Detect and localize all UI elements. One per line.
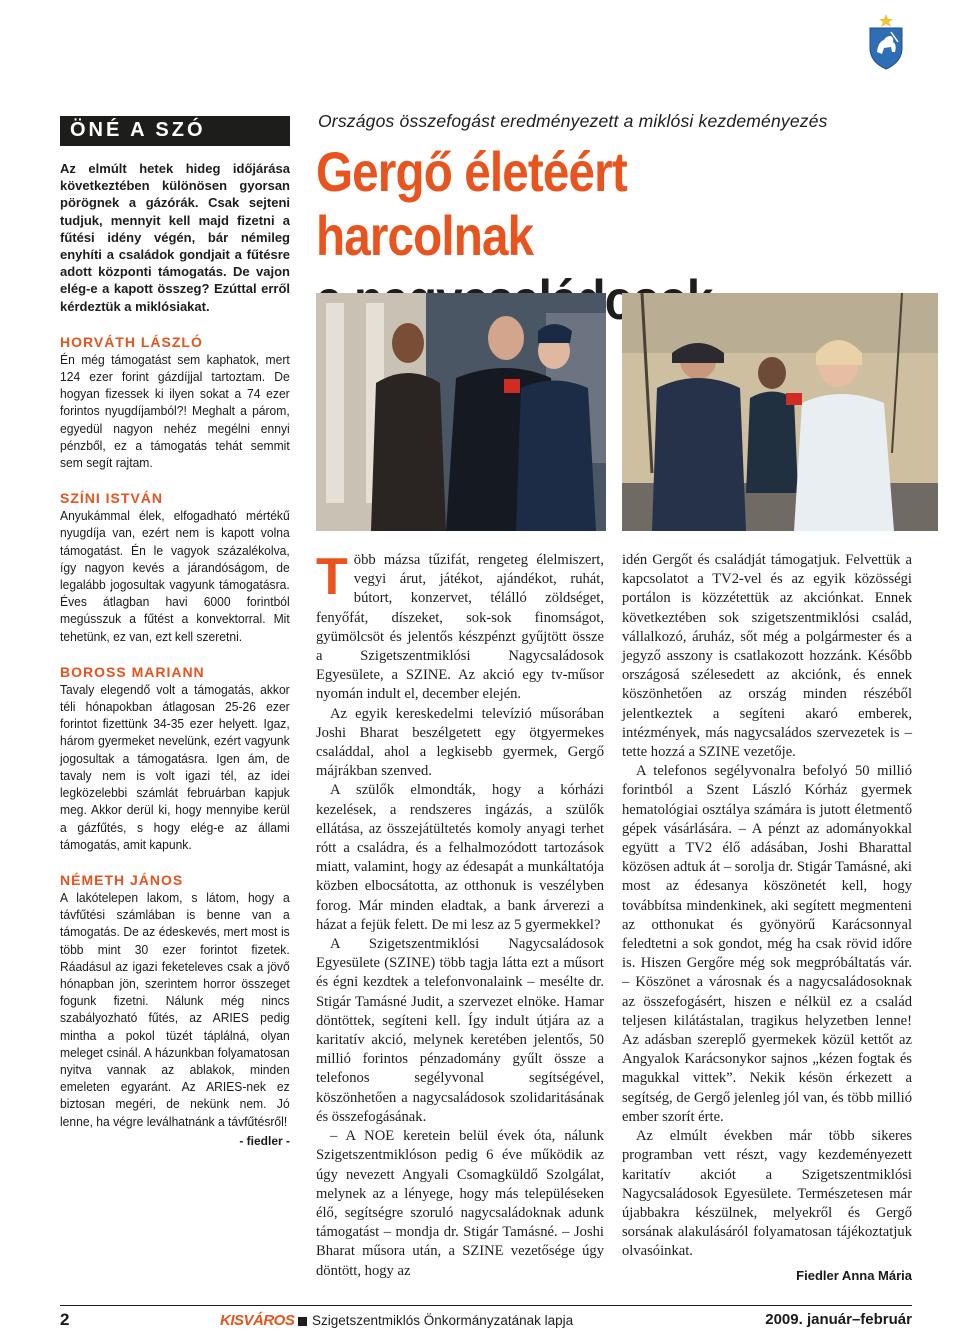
sidebar-interviews xyxy=(60,116,290,1148)
article-paragraph: Az elmúlt években már több sikeres programban vett részt, vagy kezdeményezett karitatív akciót a Szigetszentmiklósi Nagycsaládosok Egyesülete. Természetesen már újabbakra készülnek, melyekről és Gergő sorsának alakulásáról folyamatosan tájékoztatjuk olvasóinkat. xyxy=(622,1128,912,1260)
interview-nemeth xyxy=(60,871,290,1130)
publication-name: Szigetszentmiklós Önkormányzatának lapja xyxy=(312,1313,574,1328)
article-paragraph: A telefonos segélyvonalra befolyó 50 millió forintból a Szent László Kórház gyermek hematológiai osztálya számára is jutott életmentő gépek vásárlására. – A pénzt az adományokkal együtt a TV2 élő adásában, Joshi Bharattal közösen adtuk át – sorolja dr. Stigár Tamásné, aki most az édesanya köszönetét kell, hogy továbbítsa mindenkinek, aki segített megmenteni az otthonukat és gyönyörű Karácsonnyal feledtetni a sok gondot, még ha csak rövid időre is. Hiszen Gergőre még sok megpróbáltatás vár. – Köszönet a városnak és a nagycsaládosoknak az összefogásért, hiszen e nélkül ez a család teljesen kilátástalan, tragikus helyzetben lenne! Az adásban szereplő gyermekek közül kettőt az Angyalok Karácsonykor sajnos „kézen fogtak és magukkal vittek”. Nekik késön érkezett a segítség, de Gergő jelenleg jól van, és több millió ember szorít érte. xyxy=(622,763,912,1125)
interviewee-quote: Tavaly elegendő volt a támogatás, akkor téli hónapokban átlagosan 25-26 ezer forintot fizettünk 34-35 ezer helyett. Igaz, három gyermeket nevelünk, ezért vagyunk jogosultak a támogatásra. Igen ám, de tavaly nem is volt igazi tél, az idei legközelebbi számlát februárban kapjuk meg. Akkor derül ki, hogy mennyibe kerül a gázfűtés, s hogy elég-e az állami támogatás, amit kapunk. xyxy=(60,681,290,852)
page-number: 2 xyxy=(60,1310,70,1329)
article-paragraph: idén Gergőt és családját támogatjuk. Felvettük a kapcsolatot a TV2-vel és az egyik közösségi portálon is közzétettük az akciónkat. Ennek következtében sok szigetszentmiklósi család, vállalkozó, áruház, sőt még a polgármester és a jegyző asszony is csatlakozott hozzánk. Később országosá szélesedett az akciónk, és ennek köszönhetően az ország minden részéből jelentkeztek a segíteni akaró emberek, intézmények, más nagycsaládos szervezetek is – tette hozzá a SZINE vezetője. xyxy=(622,552,912,761)
interviewee-quote: Én még támogatást sem kaphatok, mert 124 ezer forint gázdíjjal tartoztam. De hogyan fizessek ki ilyen sokat a 74 ezer forintos nyugdíjamból?! Meghalt a párom, egyedül nagyon nehéz megélni ennyi pénzből, ez a támogatás tehát semmit sem segít rajtam. xyxy=(60,351,290,471)
interviewee-name: NÉMETH JÁNOS xyxy=(60,871,184,888)
page-footer xyxy=(60,1305,912,1329)
article-paragraph: A szülők elmondták, hogy a kórházi kezelések, a rendszeres ingázás, a szülők ellátása, az összejátültetés komoly anyagi terhet rótt a családra, és a felhalmozódott tartozások miatt, valamint, hogy az édesapát a munkáltatója közben elbocsátotta, az otthonuk is veszélyben forog. Már minden eladtak, a bank árverezi a házat a fejük felett. De mi lesz az 5 gyermekkel? xyxy=(316,782,604,933)
sidebar-header: ÖNÉ A SZÓ xyxy=(60,116,290,146)
issue-date: 2009. január–február xyxy=(765,1311,912,1328)
article-column-1 xyxy=(316,548,604,1281)
interviewee-quote: Anyukámmal élek, elfogadható mértékű nyugdíja van, ezért nem is kapott volna támogatást. Én le vagyok százalékolva, így nagyon kevés a járandóságom, de legalább jogosultak vagyunk támogatásra. Éves átlagban havi 6000 forintból megússzuk a fűtést a konvektorral. Mit tehetünk, ez van, ezt kell szeretni. xyxy=(60,508,290,644)
interview-horvath xyxy=(60,333,290,471)
coat-of-arms-icon xyxy=(866,14,906,70)
interviewee-name: BOROSS MARIANN xyxy=(60,663,205,680)
photo-building-interview xyxy=(316,293,606,531)
footer-divider xyxy=(60,1305,912,1306)
article-column-2 xyxy=(622,551,912,1262)
article-paragraph: – A NOE keretein belül évek óta, nálunk Szigetszentmiklóson pedig 6 éve működik az úgy nevezett Angyali Csomagküldő Szolgálat, melynek az a lényege, hogy más településeken élő, segítségre szoruló nagycsaládoknak adunk támogatást – mondja dr. Stigár Tamásné. – Joshi Bharat műsora után, a SZINE vezetősége úgy döntött, hogy az xyxy=(316,1128,604,1279)
sidebar-signature: - fiedler - xyxy=(239,1133,290,1148)
interview-szini xyxy=(60,489,290,645)
sidebar-intro: Az elmúlt hetek hideg időjárása következtében különösen gyorsan pörögnek a gázórák. Csak sejteni tudjuk, mennyit kell majd fizetni a fűtési idény végén, bár némileg enyhíti a családok gondjait a fűtésre adott központi támogatás. De vajon elég-e a kapott összeg? Ezúttal erről kérdeztük a miklósiakat. xyxy=(60,161,290,314)
headline-line-1: Gergő életéért harcolnak xyxy=(316,140,627,267)
article-paragraph: Az egyik kereskedelmi televízió műsorában Joshi Bharat beszélgetett egy ötgyermekes családdal, ahol a legkisebb gyermek, Gergő májrákban szenved. xyxy=(316,705,604,780)
brand-logo: KISVÁROS xyxy=(220,1312,295,1329)
interviewee-name: HORVÁTH LÁSZLÓ xyxy=(60,333,203,350)
article-paragraph: A Szigetszentmiklósi Nagycsaládosok Egyesülete (SZINE) több tagja látta ezt a műsort és égni kezdtek a telefonvonalaink – mesélte dr. Stigár Tamásné Judit, a szervezet elnöke. Hamar döntöttek, segíteni kell. Így indult útjára az a karitatív akció, melynek keretében jelentős, 50 millió forintos pénzadomány gyűlt össze a telefonos segélyvonal segítségével, köszönhetően a nagycsaládosok szolidaritásának és összefogásának. xyxy=(316,936,604,1125)
photo-street-interview xyxy=(622,293,938,531)
article-kicker: Országos összefogást eredményezett a miklósi kezdeményezés xyxy=(318,111,828,131)
square-icon xyxy=(298,1317,307,1326)
interview-boross xyxy=(60,663,290,853)
article-byline: Fiedler Anna Mária xyxy=(796,1268,912,1283)
interviewee-quote: A lakótelepen lakom, s látom, hogy a távfűtési számlában is benne van a támogatás. De az édeskevés, mert most is több mint 30 ezer forintot fizetek. Ráadásul az igazi feketeleves csak a jövő hónapban jön, szerintem horror összeget fogunk fizetni. Nálunk még nincs szabályozható fűtés, az ARIES pedig mintha a pokol tüzét táplálná, olyan meleget csinál. A házunkban folyamatosan nyitva vannak az ablakok, minden emeleten egyaránt. Az ARIES-nek ez biztosan megéri, de nekünk nem. Jó lenne, ha végre leválhatnánk a távfűtésről! xyxy=(60,889,290,1129)
article-paragraph: Több mázsa tűzifát, rengeteg élelmiszert, vegyi árut, játékot, ajándékot, ruhát, bútort, konzervet, télálló zöldséget, fenyőfát, díszeket, sok-sok finomságot, gyümölcsöt és jelentős készpénzt gyűjtött össze a Szigetszentmiklósi Nagycsaládosok Egyesülete, a SZINE. Az akció egy tv-műsor nyomán indult el, december elején. xyxy=(316,548,604,703)
interviewee-name: SZÍNI ISTVÁN xyxy=(60,490,164,507)
drop-cap: T xyxy=(316,548,348,606)
